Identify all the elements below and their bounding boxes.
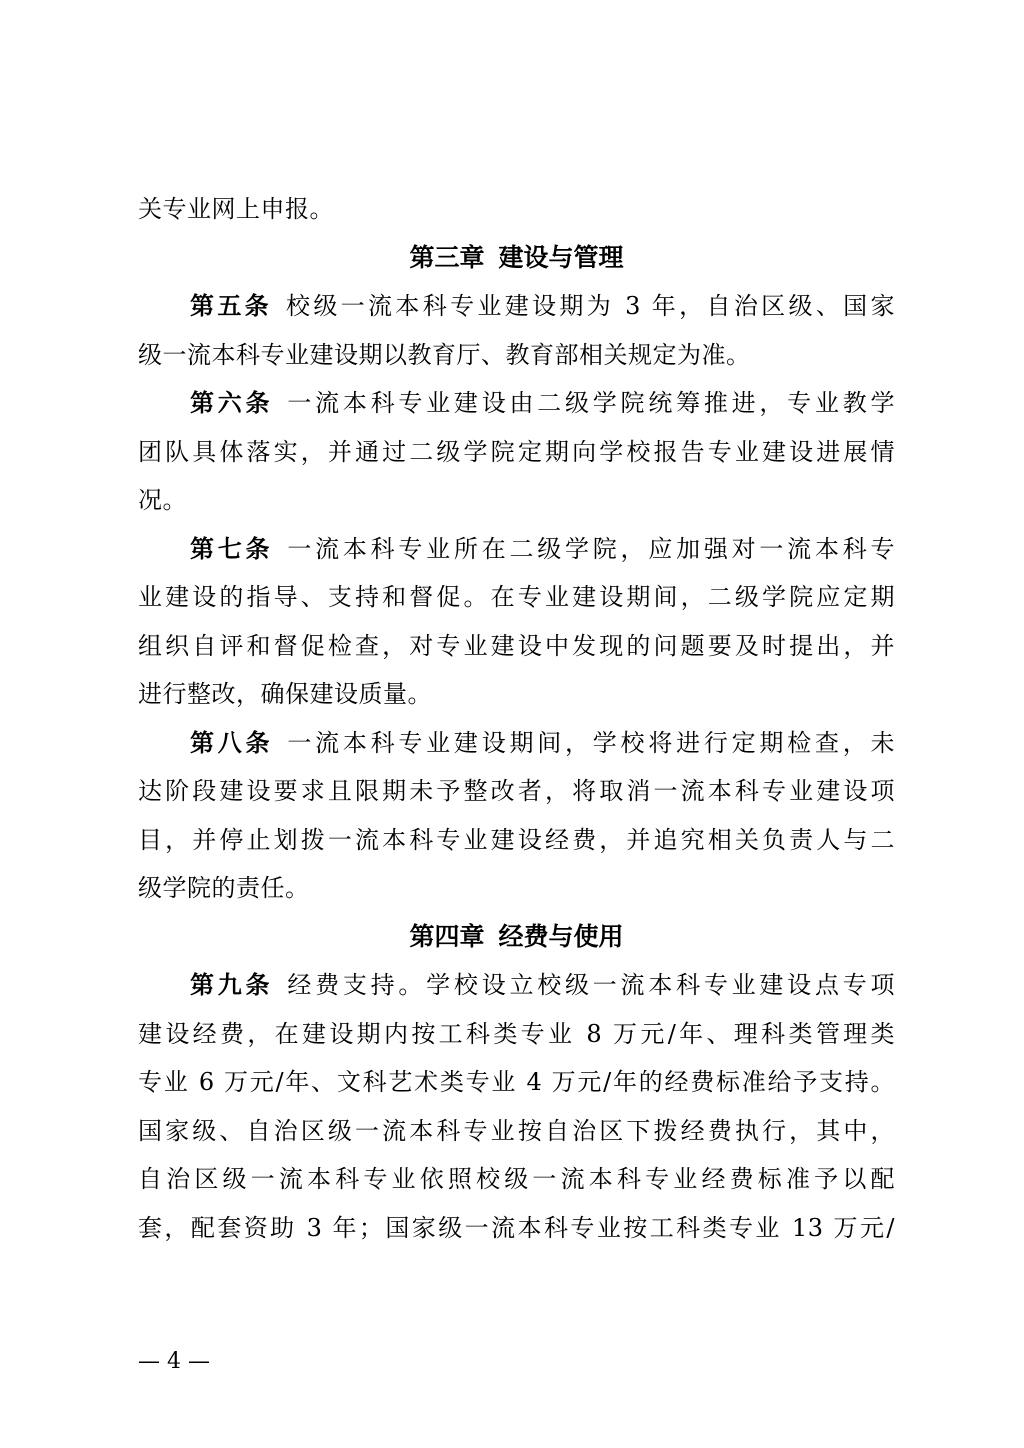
chapter-heading	[138, 913, 895, 962]
article-label: 第九条	[190, 971, 274, 999]
article-text: 一流本科专业建设期间，学校将进行定期检查，未	[287, 728, 895, 757]
article-first-line	[138, 961, 895, 1010]
chapter-heading	[138, 234, 895, 283]
chapter-number: 第四章	[409, 921, 485, 951]
article-text: 经费支持。学校设立校级一流本科专业建设点专项	[287, 971, 895, 999]
article-label: 第七条	[190, 534, 274, 563]
article-label: 第五条	[190, 292, 273, 320]
paragraph-line: 建设经费，在建设期内按工科类专业 8 万元/年、理科类管理类	[138, 1019, 895, 1048]
article-first-line	[138, 525, 895, 574]
paragraph-line: 国家级、自治区级一流本科专业按自治区下拨经费执行，其中，	[138, 1116, 895, 1145]
paragraph-line: 况。	[138, 486, 187, 514]
article-first-line	[138, 379, 895, 428]
article-text: 校级一流本科专业建设期为 3 年，自治区级、国家	[286, 292, 895, 320]
paragraph-line: 目，并停止划拨一流本科专业建设经费，并追究相关负责人与二	[138, 825, 895, 854]
chapter-number: 第三章	[409, 242, 485, 272]
paragraph-line: 组织自评和督促检查，对专业建设中发现的问题要及时提出，并	[138, 631, 895, 660]
paragraph-line: 自治区级一流本科专业依照校级一流本科专业经费标准予以配	[138, 1165, 895, 1193]
paragraph-line: 达阶段建设要求且限期未予整改者，将取消一流本科专业建设项	[138, 777, 895, 805]
article-first-line	[138, 282, 895, 331]
chapter-title: 建设与管理	[498, 242, 624, 272]
article-label: 第八条	[190, 728, 274, 757]
article-text: 一流本科专业建设由二级学院统筹推进，专业教学	[287, 389, 895, 417]
paragraph-line: 级一流本科专业建设期以教育厅、教育部相关规定为准。	[138, 340, 751, 369]
article-text: 一流本科专业所在二级学院，应加强对一流本科专	[287, 534, 895, 563]
chapter-title: 经费与使用	[498, 921, 624, 951]
paragraph-line: 级学院的责任。	[138, 874, 310, 902]
paragraph-line: 专业 6 万元/年、文科艺术类专业 4 万元/年的经费标准给予支持。	[138, 1068, 895, 1096]
article-first-line	[138, 719, 895, 768]
paragraph-line: 进行整改，确保建设质量。	[138, 680, 432, 708]
document-body	[138, 185, 895, 1252]
paragraph-line: 业建设的指导、支持和督促。在专业建设期间，二级学院应定期	[138, 583, 895, 611]
paragraph-line: 关专业网上申报。	[138, 195, 334, 223]
paragraph-line: 团队具体落实，并通过二级学院定期向学校报告专业建设进展情	[138, 437, 895, 466]
page-number: — 4 —	[138, 1349, 210, 1374]
article-label: 第六条	[190, 389, 274, 417]
paragraph-line: 套，配套资助 3 年；国家级一流本科专业按工科类专业 13 万元/	[138, 1213, 895, 1242]
